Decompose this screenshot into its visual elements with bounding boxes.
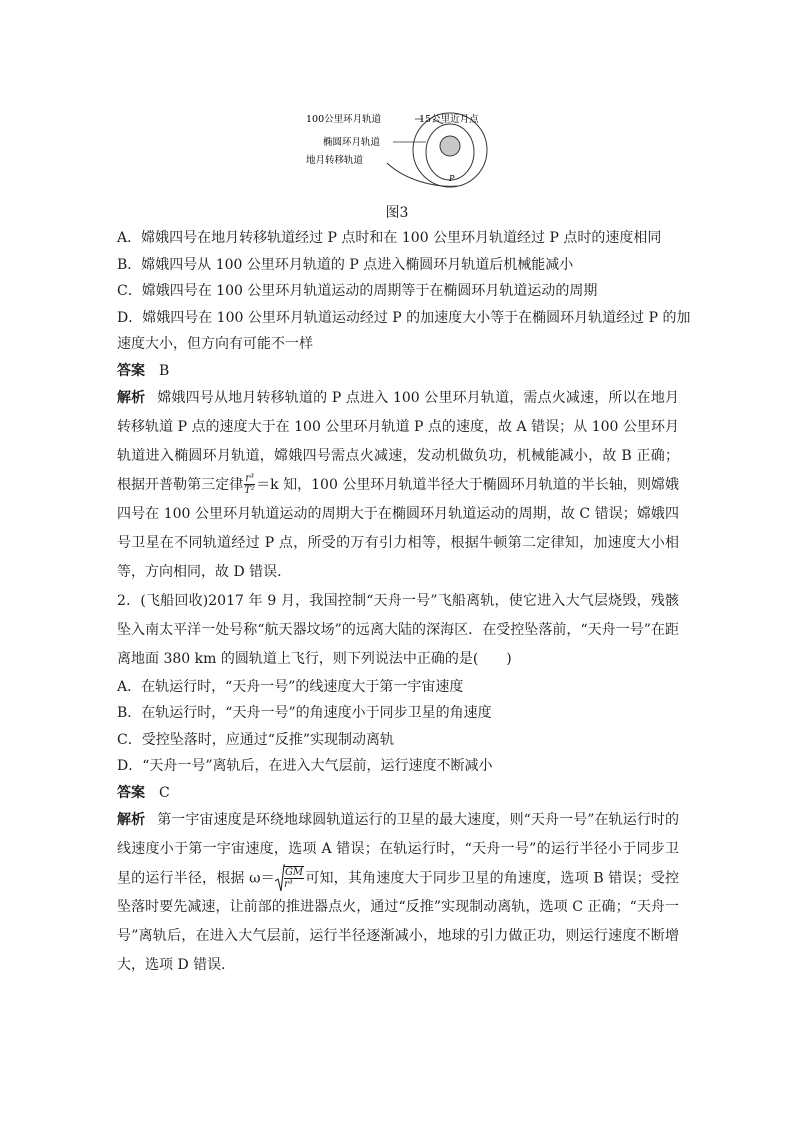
q2-analysis-text-2: 可知，其角速度大于同步卫星的角速度，选项 B 错误；受控坠落时要先减速，让前部的推进器点火，通过“反推”实现制动离轨，选项 C 正确；“天舟一号”离轨后，在进入大气层前，运行半径逐渐减小，地球的引力做正功，则运行速度不断增大，选项 D 错误． [117,870,679,973]
kepler-numerator: r³ [245,473,255,484]
orbit-diagram [305,108,495,193]
q2-option-d: D．“天舟一号”离轨后，在进入大气层前，运行速度不断减小 [117,758,493,774]
q1-option-a: A．嫦娥四号在地月转移轨道经过 P 点时和在 100 公里环月轨道经过 P 点时的速度相同 [117,230,662,246]
q1-analysis [117,384,679,587]
omega-fraction [284,866,304,890]
q1-option-d-cont: 速度大小，但方向有可能不一样 [117,336,313,352]
q2-answer-value: C [159,784,170,801]
analysis-label: 解析 [117,389,146,406]
label-orbit100: 100公里环月轨道 [306,114,382,125]
q1-option-d: D．嫦娥四号在 100 公里环月轨道运动经过 P 的加速度大小等于在椭圆环月轨道经过 P 的加 [117,309,691,326]
label-perilune: 15公里近月点 [419,114,479,125]
q2-analysis [117,806,679,981]
label-transfer: 地月转移轨道 [306,155,364,166]
q2-analysis-text-1: 第一宇宙速度是环绕地球圆轨道运行的卫星的最大速度，则“天舟一号”在轨运行时的线速度小于第一宇宙速度，选项 A 错误；在轨运行时，“天舟一号”的运行半径小于同步卫星的运行半径，根据 ω＝ [117,811,680,886]
q2-option-c: C．受控坠落时，应通过“反推”实现制动离轨 [117,731,395,748]
omega-denominator: r³ [283,878,293,890]
answer-label: 答案 [117,362,145,379]
analysis-label: 解析 [117,811,146,828]
q2-option-b: B．在轨运行时，“天舟一号”的角速度小于同步卫星的角速度 [117,705,492,721]
figure-caption: 图3 [385,205,409,221]
moon-icon [440,136,460,156]
label-ellipse: 椭圆环月轨道 [323,137,381,148]
kepler-fraction [244,473,255,496]
q1-analysis-text-1: 嫦娥四号从地月转移轨道的 P 点进入 100 公里环月轨道，需点火减速，所以在地月转移轨道 P 点的速度大于在 100 公里环月轨道 P 点的速度，故 A 错误；从 100 公里环月轨道进入椭圆环月轨道，嫦娥四号需点火减速，发动机做负功，机械能减小，故 B 正确；根据开普勒第三定律 [117,389,679,493]
q1-answer [117,358,679,384]
omega-numerator: GM [284,866,304,878]
q2-stem: 2．(飞船回收)2017 年 9 月，我国控制“天舟一号”飞船离轨，使它进入大气层烧毁，残骸坠入南太平洋一处号称“航天器坟场”的远离大陆的深海区．在受控坠落前，“天舟一号”在距离地面 380 km 的圆轨道上飞行，则下列说法中正确的是( ) [117,592,679,667]
q1-option-c: C．嫦娥四号在 100 公里环月轨道运动的周期等于在椭圆环月轨道运动的周期 [117,283,598,299]
q2-option-a: A．在轨运行时，“天舟一号”的线速度大于第一宇宙速度 [117,678,464,695]
q1-answer-value: B [159,362,170,379]
omega-sqrt [275,864,305,893]
q1-analysis-text-2: ＝k 知，100 公里环月轨道半径大于椭圆环月轨道的半长轴，则嫦娥四号在 100 公里环月轨道运动的周期大于在椭圆环月轨道运动的周期，故 C 错误；嫦娥四号卫星在不同轨道经过 P 点，所受的万有引力相等，根据牛顿第二定律知，加速度大小相等，方向相同，故 D 错误． [117,476,680,580]
answer-label: 答案 [117,784,145,801]
label-point-p: P [449,174,455,183]
q1-option-b: B．嫦娥四号从 100 公里环月轨道的 P 点进入椭圆环月轨道后机械能减小 [117,256,574,273]
content [117,225,691,980]
kepler-denominator: T² [244,485,255,496]
q2-answer [117,780,679,806]
